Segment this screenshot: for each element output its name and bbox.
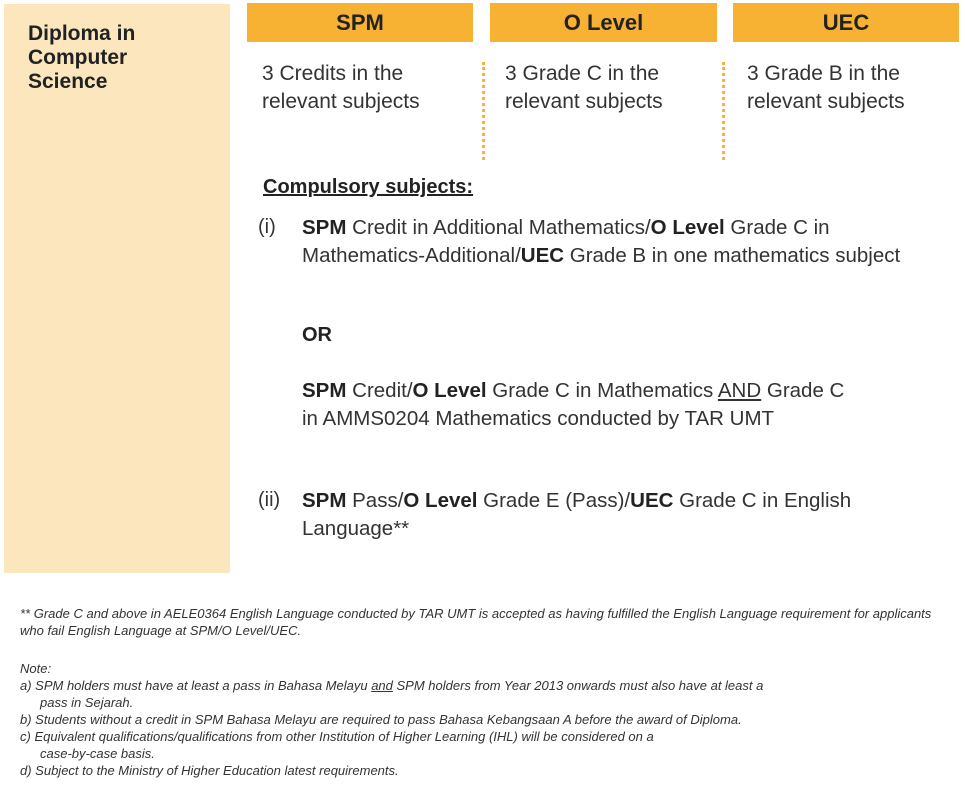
programme-title: Diploma in Computer Science <box>28 22 136 93</box>
compulsory-item-i-b: SPM Credit/O Level Grade C in Mathematics AND Grade C in AMMS0204 Mathematics conducted by TAR UMT <box>302 379 845 430</box>
column-divider <box>722 62 725 160</box>
requirement-olevel: 3 Grade C in the relevant subjects <box>505 62 663 113</box>
note-c: c) Equivalent qualifications/qualifications from other Institution of Higher Learning (IHL) will be considered on a <box>20 729 654 744</box>
english-footnote: ** Grade C and above in AELE0364 English Language conducted by TAR UMT is accepted as having fulfilled the English Language requirement for applicants who fail English Language at SPM/O Level/UEC. <box>20 606 932 638</box>
header-uec: UEC <box>733 3 959 42</box>
note-c-cont: case-by-case basis. <box>40 746 155 761</box>
note-d: d) Subject to the Ministry of Higher Education latest requirements. <box>20 763 399 778</box>
item-number-ii: (ii) <box>258 489 281 511</box>
column-divider <box>482 62 485 160</box>
note-a: a) SPM holders must have at least a pass in Bahasa Melayu and SPM holders from Year 2013 onwards must also have at least a <box>20 678 764 693</box>
or-label: OR <box>302 324 332 346</box>
item-number-i: (i) <box>258 216 276 238</box>
requirement-uec: 3 Grade B in the relevant subjects <box>747 62 905 113</box>
notes <box>20 660 950 779</box>
note-b: b) Students without a credit in SPM Bahasa Melayu are required to pass Bahasa Kebangsaan A before the award of Diploma. <box>20 712 742 727</box>
compulsory-heading: Compulsory subjects: <box>263 176 474 198</box>
note-a-cont: pass in Sejarah. <box>40 695 134 710</box>
compulsory-item-i-a: SPM Credit in Additional Mathematics/O Level Grade C in Mathematics-Additional/UEC Grade B in one mathematics subject <box>302 216 901 267</box>
header-spm: SPM <box>247 3 473 42</box>
compulsory-item-ii: SPM Pass/O Level Grade E (Pass)/UEC Grade C in English Language** <box>302 489 852 540</box>
note-label: Note: <box>20 661 52 676</box>
requirement-spm: 3 Credits in the relevant subjects <box>262 62 420 113</box>
header-olevel: O Level <box>490 3 717 42</box>
